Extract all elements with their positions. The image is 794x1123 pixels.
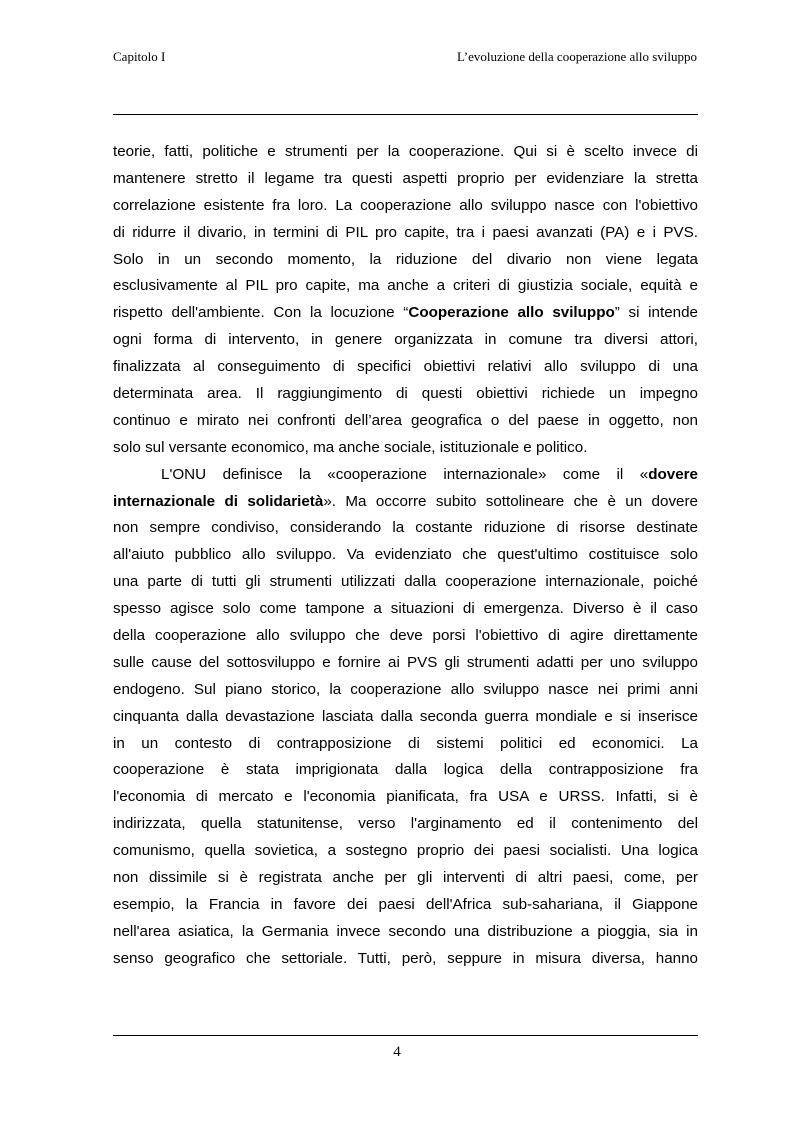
header-rule bbox=[113, 114, 698, 115]
text-run: L'ONU definisce la «cooperazione internazionale» come il « bbox=[161, 465, 649, 483]
text-line: cooperazione è stata imprigionata dalla logica della contrapposizione fra bbox=[113, 761, 698, 779]
running-header-chapter: Capitolo I bbox=[113, 49, 166, 64]
text-line bbox=[113, 489, 698, 516]
text-line bbox=[113, 300, 698, 327]
text-line: nell'area asiatica, la Germania invece secondo una distribuzione a pioggia, sia in bbox=[113, 922, 698, 940]
text-line: una parte di tutti gli strumenti utilizzati dalla cooperazione internazionale, poiché bbox=[113, 573, 698, 591]
text-line: di ridurre il divario, in termini di PIL pro capite, tra i paesi avanzati (PA) e i PVS. bbox=[113, 223, 698, 241]
text-line: correlazione esistente fra loro. La cooperazione allo sviluppo nasce con l'obiettivo bbox=[113, 196, 698, 214]
body-text bbox=[113, 139, 698, 973]
text-line: teorie, fatti, politiche e strumenti per la cooperazione. Qui si è scelto invece di bbox=[113, 143, 698, 160]
text-line: determinata area. Il raggiungimento di questi obiettivi richiede un impegno bbox=[113, 385, 698, 403]
text-line: Solo in un secondo momento, la riduzione del divario non viene legata bbox=[113, 250, 698, 268]
text-line: mantenere stretto il legame tra questi aspetti proprio per evidenziare la stretta bbox=[113, 169, 698, 187]
text-line: sulle cause del sottosviluppo e fornire ai PVS gli strumenti adatti per uno sviluppo bbox=[113, 653, 698, 671]
text-line: all'aiuto pubblico allo sviluppo. Va evidenziato che quest'ultimo costituisce solo bbox=[113, 546, 698, 564]
text-line: continuo e mirato nei confronti dell’area geografica o del paese in oggetto, non bbox=[113, 411, 698, 429]
text-line: spesso agisce solo come tampone a situazioni di emergenza. Diverso è il caso bbox=[113, 600, 698, 618]
text-line: cinquanta dalla devastazione lasciata dalla seconda guerra mondiale e si inserisce bbox=[113, 707, 698, 725]
bold-term: dovere bbox=[648, 465, 698, 483]
text-line: in un contesto di contrapposizione di sistemi politici ed economici. La bbox=[113, 734, 698, 752]
text-line: finalizzata al conseguimento di specifici obiettivi relativi allo sviluppo di una bbox=[113, 358, 698, 376]
bold-term: internazionale di solidarietà bbox=[113, 492, 324, 510]
text-run: rispetto dell'ambiente. Con la locuzione “ bbox=[113, 304, 409, 322]
text-line: esempio, la Francia in favore dei paesi dell'Africa sub-sahariana, il Giappone bbox=[113, 895, 698, 913]
footer-rule bbox=[113, 1035, 698, 1036]
text-line bbox=[113, 462, 698, 489]
text-line: l'economia di mercato e l'economia pianificata, fra USA e URSS. Infatti, si è bbox=[113, 788, 698, 806]
text-line: solo sul versante economico, ma anche sociale, istituzionale e politico. bbox=[113, 438, 588, 456]
bold-term: Cooperazione allo sviluppo bbox=[408, 304, 615, 322]
text-line: della cooperazione allo sviluppo che deve porsi l'obiettivo di agire direttamente bbox=[113, 627, 698, 645]
running-header-title: L’evoluzione della cooperazione allo sviluppo bbox=[457, 49, 697, 64]
text-line: senso geografico che settoriale. Tutti, però, seppure in misura diversa, hanno bbox=[113, 949, 698, 967]
text-run: ” si intende bbox=[614, 304, 698, 322]
text-line: esclusivamente al PIL pro capite, ma anche a criteri di giustizia sociale, equità e bbox=[113, 277, 698, 295]
text-line: ogni forma di intervento, in genere organizzata in comune tra diversi attori, bbox=[113, 331, 698, 349]
text-line: endogeno. Sul piano storico, la cooperazione allo sviluppo nasce nei primi anni bbox=[113, 680, 698, 698]
text-line: comunismo, quella sovietica, a sostegno proprio dei paesi socialisti. Una logica bbox=[113, 842, 698, 860]
text-line: indirizzata, quella statunitense, verso l'arginamento ed il contenimento del bbox=[113, 815, 698, 833]
page-number: 4 bbox=[393, 1044, 401, 1060]
text-line: non dissimile si è registrata anche per gli interventi di altri paesi, come, per bbox=[113, 869, 698, 887]
text-line: non sempre condiviso, considerando la costante riduzione di risorse destinate bbox=[113, 519, 698, 537]
text-run: ». Ma occorre subito sottolineare che è un dovere bbox=[323, 492, 698, 510]
